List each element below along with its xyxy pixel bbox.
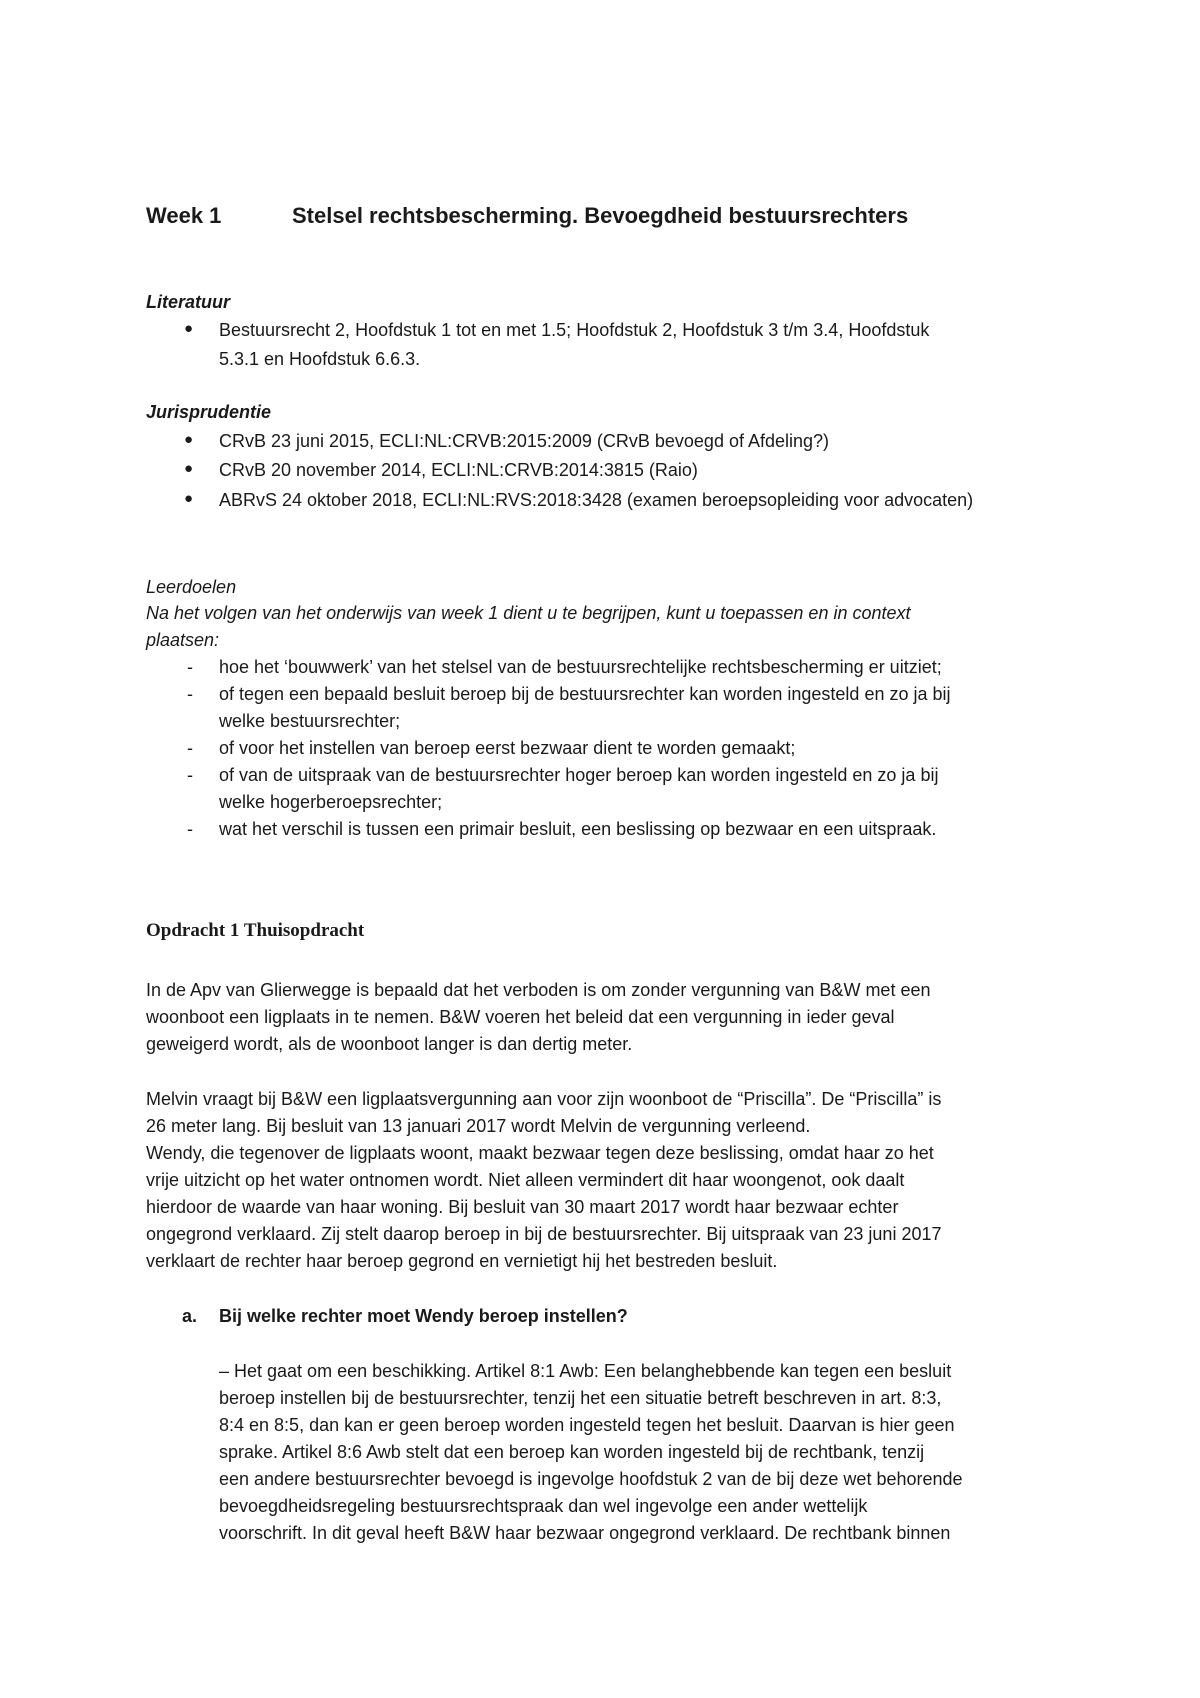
dash-icon: - bbox=[187, 819, 193, 839]
leerdoel-item-cont: welke bestuursrechter; bbox=[219, 711, 401, 731]
paragraph-line: hierdoor de waarde van haar woning. Bij besluit van 30 maart 2017 wordt haar bezwaar echter bbox=[146, 1197, 899, 1217]
answer-line: voorschrift. In dit geval heeft B&W haar bezwaar ongegrond verklaard. De rechtbank binnen bbox=[219, 1523, 951, 1543]
paragraph-line: Wendy, die tegenover de ligplaats woont, maakt bezwaar tegen deze beslissing, omdat haar zo het bbox=[146, 1143, 934, 1163]
leerdoel-item: wat het verschil is tussen een primair besluit, een beslissing op bezwaar en een uitspraak. bbox=[219, 819, 937, 839]
paragraph-line: woonboot een ligplaats in te nemen. B&W voeren het beleid dat een vergunning in ieder geval bbox=[146, 1007, 895, 1027]
jurisprudentie-heading: Jurisprudentie bbox=[146, 402, 272, 422]
paragraph-line: ongegrond verklaard. Zij stelt daarop beroep in bij de bestuursrechter. Bij uitspraak van 23 juni 2017 bbox=[146, 1224, 942, 1244]
jurisprudentie-item: CRvB 20 november 2014, ECLI:NL:CRVB:2014:3815 (Raio) bbox=[219, 460, 698, 480]
answer-line: een andere bestuursrechter bevoegd is ingevolge hoofdstuk 2 van de bij deze wet behorende bbox=[219, 1469, 963, 1489]
paragraph-line: In de Apv van Glierwegge is bepaald dat het verboden is om zonder vergunning van B&W met een bbox=[146, 980, 931, 1000]
leerdoelen-intro-line2: plaatsen: bbox=[146, 630, 220, 650]
answer-line: – Het gaat om een beschikking. Artikel 8:1 Awb: Een belanghebbende kan tegen een besluit bbox=[219, 1361, 952, 1381]
paragraph-line: Melvin vraagt bij B&W een ligplaatsvergunning aan voor zijn woonboot de “Priscilla”. De “Priscilla” is bbox=[146, 1089, 942, 1109]
answer-line: sprake. Artikel 8:6 Awb stelt dat een beroep kan worden ingesteld bij de rechtbank, tenzij bbox=[219, 1442, 925, 1462]
bullet-icon: ● bbox=[184, 320, 194, 337]
paragraph-line: verklaart de rechter haar beroep gegrond en vernietigt hij het bestreden besluit. bbox=[146, 1251, 778, 1271]
leerdoelen-intro-line1: Na het volgen van het onderwijs van week 1 dient u te begrijpen, kunt u toepassen en in context bbox=[146, 603, 911, 623]
dash-icon: - bbox=[187, 684, 193, 704]
bullet-icon: ● bbox=[184, 490, 194, 507]
dash-icon: - bbox=[187, 738, 193, 758]
jurisprudentie-item: ABRvS 24 oktober 2018, ECLI:NL:RVS:2018:3428 (examen beroepsopleiding voor advocaten) bbox=[219, 490, 974, 510]
dash-icon: - bbox=[187, 657, 193, 677]
paragraph-line: geweigerd wordt, als de woonboot langer is dan dertig meter. bbox=[146, 1034, 633, 1054]
literatuur-item-line2: 5.3.1 en Hoofdstuk 6.6.3. bbox=[219, 349, 421, 369]
leerdoel-item: hoe het ‘bouwwerk’ van het stelsel van de bestuursrechtelijke rechtsbescherming er uitziet; bbox=[219, 657, 942, 677]
answer-line: bevoegdheidsregeling bestuursrechtspraak dan wel ingevolge een ander wettelijk bbox=[219, 1496, 868, 1516]
paragraph-line: vrije uitzicht op het water ontnomen wordt. Niet alleen vermindert dit haar woongenot, ook daalt bbox=[146, 1170, 905, 1190]
week-label: Week 1 bbox=[146, 203, 222, 228]
opdracht-title: Opdracht 1 Thuisopdracht bbox=[146, 920, 365, 941]
paragraph-line: 26 meter lang. Bij besluit van 13 januari 2017 wordt Melvin de vergunning verleend. bbox=[146, 1116, 811, 1136]
page-title: Stelsel rechtsbescherming. Bevoegdheid bestuursrechters bbox=[292, 203, 909, 228]
bullet-icon: ● bbox=[184, 460, 194, 477]
leerdoel-item: of tegen een bepaald besluit beroep bij de bestuursrechter kan worden ingesteld en zo ja bij bbox=[219, 684, 951, 704]
bullet-icon: ● bbox=[184, 431, 194, 448]
dash-icon: - bbox=[187, 765, 193, 785]
question-text: Bij welke rechter moet Wendy beroep instellen? bbox=[219, 1306, 628, 1326]
jurisprudentie-item: CRvB 23 juni 2015, ECLI:NL:CRVB:2015:2009 (CRvB bevoegd of Afdeling?) bbox=[219, 431, 830, 451]
answer-line: beroep instellen bij de bestuursrechter, tenzij het een situatie betreft beschreven in art. 8:3, bbox=[219, 1388, 942, 1408]
literatuur-item-line1: Bestuursrecht 2, Hoofdstuk 1 tot en met 1.5; Hoofdstuk 2, Hoofdstuk 3 t/m 3.4, Hoofdstuk bbox=[219, 320, 930, 340]
answer-line: 8:4 en 8:5, dan kan er geen beroep worden ingesteld tegen het besluit. Daarvan is hier geen bbox=[219, 1415, 955, 1435]
leerdoelen-heading: Leerdoelen bbox=[146, 577, 237, 597]
leerdoel-item: of voor het instellen van beroep eerst bezwaar dient te worden gemaakt; bbox=[219, 738, 796, 758]
leerdoel-item: of van de uitspraak van de bestuursrechter hoger beroep kan worden ingesteld en zo ja bij bbox=[219, 765, 939, 785]
leerdoel-item-cont: welke hogerberoepsrechter; bbox=[219, 792, 443, 812]
question-marker: a. bbox=[182, 1306, 198, 1326]
literatuur-heading: Literatuur bbox=[146, 292, 231, 312]
